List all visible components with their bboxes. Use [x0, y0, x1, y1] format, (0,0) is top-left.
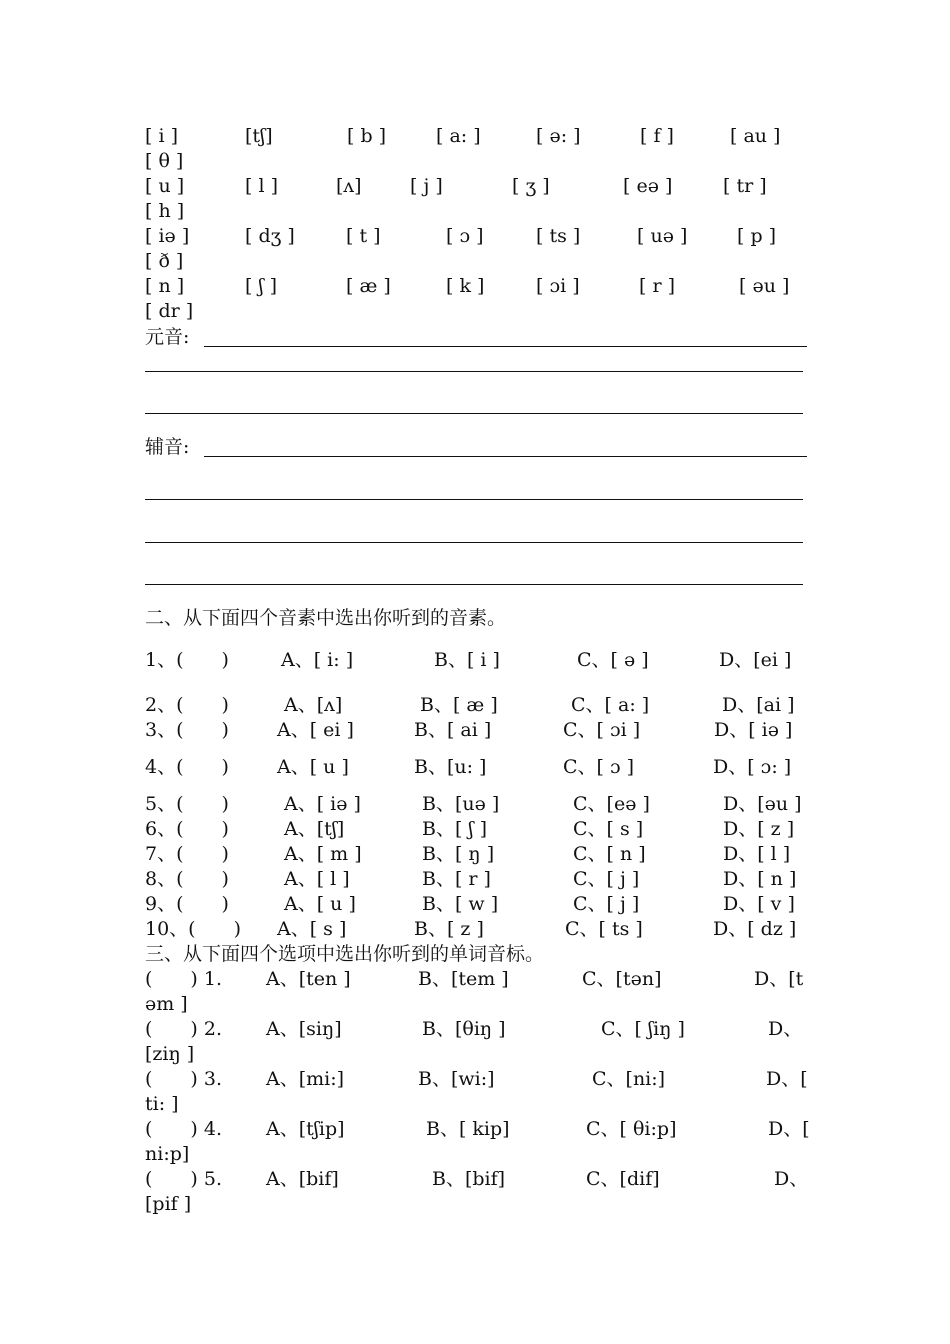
- option-a[interactable]: A、[bif]: [266, 1168, 339, 1190]
- phoneme-cell: [ əu ]: [739, 275, 790, 297]
- phoneme-cell: [ t ]: [346, 225, 381, 247]
- option-b[interactable]: B、[ ʃ ]: [422, 818, 488, 840]
- option-d[interactable]: D、[ v ]: [723, 893, 795, 915]
- option-d[interactable]: D、[ dz ]: [713, 918, 797, 940]
- option-a[interactable]: A、[ u ]: [277, 756, 349, 778]
- option-d[interactable]: D、[: [768, 1118, 810, 1140]
- question-number: 6、( ): [145, 818, 229, 840]
- option-d-continued: ni:p]: [145, 1143, 190, 1165]
- option-d-continued: əm ]: [145, 993, 188, 1015]
- phoneme-cell: [tʃ]: [245, 125, 273, 147]
- option-d-continued: ti: ]: [145, 1093, 179, 1115]
- option-c[interactable]: C、[ ɔ ]: [563, 756, 635, 778]
- option-a[interactable]: A、[ m ]: [284, 843, 362, 865]
- phoneme-cell: [ h ]: [145, 200, 185, 222]
- option-b[interactable]: B、[uə ]: [422, 793, 500, 815]
- option-c[interactable]: C、[ ʃiŋ ]: [601, 1018, 685, 1040]
- option-d[interactable]: D、[ei ]: [719, 649, 792, 671]
- option-d[interactable]: D、[ z ]: [723, 818, 795, 840]
- option-c[interactable]: C、[ ɔi ]: [563, 719, 641, 741]
- option-b[interactable]: B、[ r ]: [422, 868, 491, 890]
- phoneme-cell: [ r ]: [639, 275, 675, 297]
- phoneme-cell: [ au ]: [730, 125, 781, 147]
- phoneme-cell: [ʌ]: [336, 175, 362, 197]
- option-a[interactable]: A、[ iə ]: [284, 793, 361, 815]
- option-b[interactable]: B、[bif]: [432, 1168, 506, 1190]
- phoneme-cell: [ uə ]: [637, 225, 688, 247]
- question-number: 7、( ): [145, 843, 229, 865]
- option-a[interactable]: A、[ten ]: [266, 968, 351, 990]
- question-number: ( ) 4.: [145, 1118, 222, 1140]
- question-number: 1、( ): [145, 649, 229, 671]
- phoneme-cell: [ ʒ ]: [512, 175, 550, 197]
- phoneme-cell: [ æ ]: [346, 275, 391, 297]
- question-number: ( ) 3.: [145, 1068, 222, 1090]
- option-c[interactable]: C、[dif]: [586, 1168, 660, 1190]
- vowel-answer-line[interactable]: [145, 413, 803, 414]
- option-a[interactable]: A、[ i: ]: [281, 649, 354, 671]
- phoneme-cell: [ dr ]: [145, 300, 194, 322]
- option-d-continued: [pif ]: [145, 1193, 192, 1215]
- option-c[interactable]: C、[ni:]: [592, 1068, 666, 1090]
- phoneme-cell: [ eə ]: [623, 175, 673, 197]
- question-number: ( ) 1.: [145, 968, 222, 990]
- question-number: 10、( ): [145, 918, 242, 940]
- option-b[interactable]: B、[ ŋ ]: [422, 843, 495, 865]
- consonant-answer-line[interactable]: [145, 542, 803, 543]
- option-d[interactable]: D、[ ɔ: ]: [713, 756, 792, 778]
- option-d[interactable]: D、: [768, 1018, 803, 1040]
- option-c[interactable]: C、[ j ]: [573, 893, 640, 915]
- phoneme-cell: [ tr ]: [723, 175, 767, 197]
- question-number: ( ) 5.: [145, 1168, 222, 1190]
- option-c[interactable]: C、[ ts ]: [565, 918, 643, 940]
- option-a[interactable]: A、[ u ]: [284, 893, 356, 915]
- section-title: 三、从下面四个选项中选出你听到的单词音标。: [145, 943, 545, 965]
- vowel-label: 元音:: [145, 326, 190, 348]
- option-b[interactable]: B、[θiŋ ]: [422, 1018, 506, 1040]
- consonant-label: 辅音:: [145, 436, 190, 458]
- question-number: 4、( ): [145, 756, 229, 778]
- question-number: 8、( ): [145, 868, 229, 890]
- phoneme-cell: [ k ]: [446, 275, 485, 297]
- option-c[interactable]: C、[ j ]: [573, 868, 640, 890]
- option-d[interactable]: D、[t: [754, 968, 804, 990]
- option-b[interactable]: B、[ kip]: [426, 1118, 510, 1140]
- phoneme-cell: [ p ]: [737, 225, 777, 247]
- option-d[interactable]: D、: [774, 1168, 809, 1190]
- phoneme-cell: [ ð ]: [145, 250, 184, 272]
- option-c[interactable]: C、[ a: ]: [571, 694, 650, 716]
- option-a[interactable]: A、[ l ]: [284, 868, 350, 890]
- option-b[interactable]: B、[ w ]: [422, 893, 499, 915]
- phoneme-cell: [ j ]: [410, 175, 443, 197]
- option-a[interactable]: A、[ ei ]: [277, 719, 354, 741]
- option-c[interactable]: C、[ ə ]: [577, 649, 649, 671]
- question-number: 3、( ): [145, 719, 229, 741]
- option-c[interactable]: C、[eə ]: [573, 793, 650, 815]
- phoneme-cell: [ n ]: [145, 275, 185, 297]
- option-a[interactable]: A、[mi:]: [266, 1068, 345, 1090]
- option-d[interactable]: D、[əu ]: [723, 793, 802, 815]
- consonant-answer-line[interactable]: [204, 456, 807, 457]
- phoneme-cell: [ ts ]: [536, 225, 581, 247]
- phoneme-cell: [ i ]: [145, 125, 178, 147]
- option-b[interactable]: B、[tem ]: [418, 968, 509, 990]
- option-a[interactable]: A、[ s ]: [277, 918, 347, 940]
- consonant-answer-line[interactable]: [145, 499, 803, 500]
- option-d[interactable]: D、[ iə ]: [714, 719, 793, 741]
- option-d[interactable]: D、[: [766, 1068, 808, 1090]
- phoneme-cell: [ ɔi ]: [536, 275, 580, 297]
- option-a[interactable]: A、[tʃ]: [284, 818, 345, 840]
- option-b[interactable]: B、[ æ ]: [420, 694, 498, 716]
- phoneme-cell: [ l ]: [245, 175, 278, 197]
- option-b[interactable]: B、[ i ]: [434, 649, 500, 671]
- phoneme-cell: [ f ]: [640, 125, 674, 147]
- option-a[interactable]: A、[tʃip]: [266, 1118, 345, 1140]
- question-number: 9、( ): [145, 893, 229, 915]
- option-b[interactable]: B、[ ai ]: [414, 719, 492, 741]
- option-b[interactable]: B、[ z ]: [414, 918, 484, 940]
- option-d[interactable]: D、[ n ]: [723, 868, 797, 890]
- vowel-answer-line[interactable]: [145, 371, 803, 372]
- question-number: 2、( ): [145, 694, 229, 716]
- phoneme-cell: [ ʃ ]: [245, 275, 278, 297]
- question-number: 5、( ): [145, 793, 229, 815]
- option-c[interactable]: C、[ n ]: [573, 843, 646, 865]
- phoneme-cell: [ ə: ]: [536, 125, 581, 147]
- option-c[interactable]: C、[ θi:p]: [586, 1118, 677, 1140]
- phoneme-cell: [ ɔ ]: [446, 225, 484, 247]
- phoneme-cell: [ dʒ ]: [245, 225, 295, 247]
- phoneme-cell: [ θ ]: [145, 150, 184, 172]
- option-b[interactable]: B、[wi:]: [418, 1068, 495, 1090]
- option-b[interactable]: B、[u: ]: [414, 756, 487, 778]
- option-d[interactable]: D、[ l ]: [723, 843, 791, 865]
- option-d-continued: [ziŋ ]: [145, 1043, 195, 1065]
- consonant-answer-line[interactable]: [145, 584, 803, 585]
- option-d[interactable]: D、[ai ]: [722, 694, 795, 716]
- option-c[interactable]: C、[ s ]: [573, 818, 644, 840]
- phoneme-cell: [ b ]: [347, 125, 387, 147]
- option-a[interactable]: A、[siŋ]: [266, 1018, 342, 1040]
- phoneme-cell: [ iə ]: [145, 225, 190, 247]
- vowel-answer-line[interactable]: [204, 346, 807, 347]
- phoneme-cell: [ u ]: [145, 175, 185, 197]
- section-title: 二、从下面四个音素中选出你听到的音素。: [145, 607, 507, 629]
- question-number: ( ) 2.: [145, 1018, 222, 1040]
- option-a[interactable]: A、[ʌ]: [284, 694, 343, 716]
- option-c[interactable]: C、[tən]: [582, 968, 662, 990]
- phoneme-cell: [ a: ]: [436, 125, 481, 147]
